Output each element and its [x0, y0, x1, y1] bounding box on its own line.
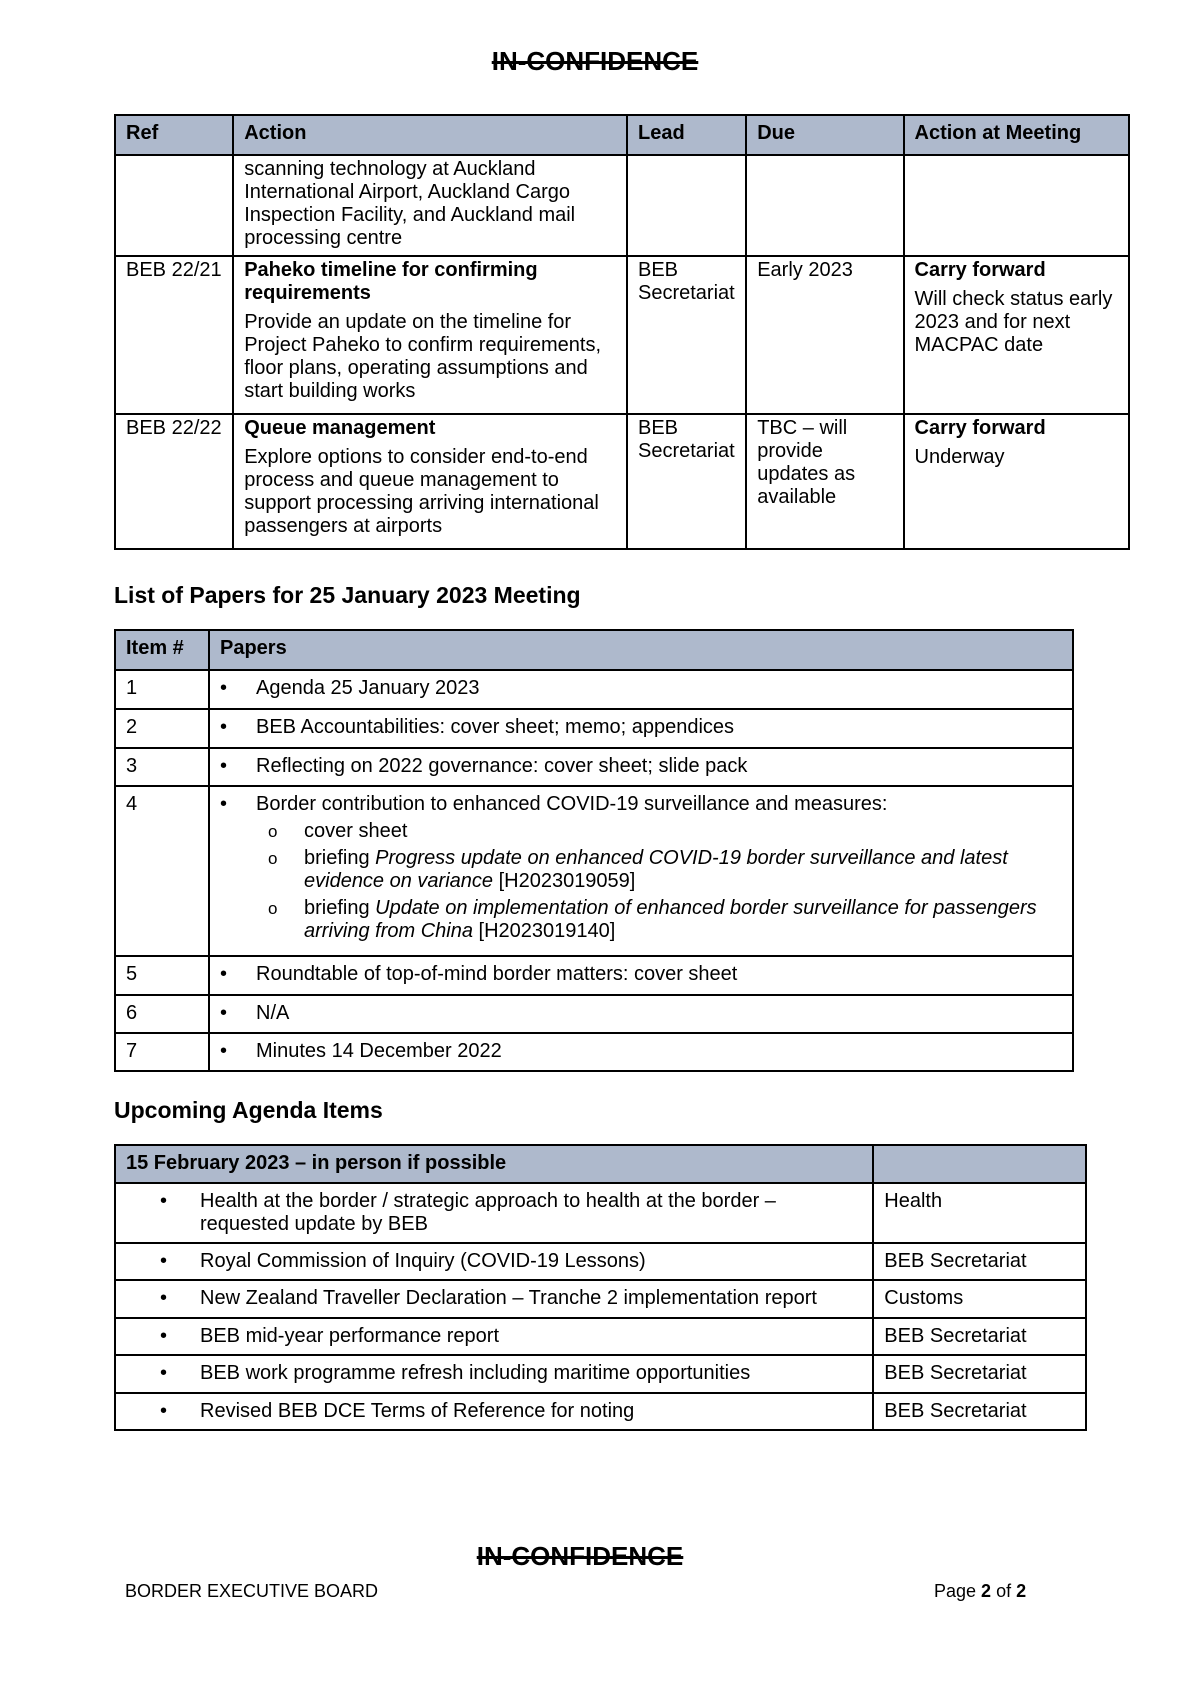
page-total: 2 — [1016, 1581, 1027, 1601]
paper-cell — [209, 786, 1073, 956]
status-note: Will check status early 2023 and for next MACPAC date — [914, 288, 1113, 356]
page-mid: of — [991, 1581, 1017, 1601]
table-row — [115, 956, 1073, 995]
paper-item: • Reflecting on 2022 governance: cover sheet; slide pack — [220, 755, 1062, 778]
item-number: 3 — [115, 748, 209, 786]
page-current: 2 — [981, 1581, 992, 1601]
footer-classification: IN-CONFIDENCE — [476, 1541, 684, 1571]
status-label: Carry forward — [914, 259, 1046, 281]
due-cell — [746, 155, 903, 256]
paper-cell — [209, 748, 1073, 786]
paper-item: • Minutes 14 December 2022 — [220, 1040, 1062, 1063]
header-classification: IN-CONFIDENCE — [491, 46, 699, 76]
action-cell — [233, 414, 627, 549]
agenda-lead: BEB Secretariat — [873, 1393, 1086, 1430]
paper-cell — [209, 956, 1073, 995]
agenda-item: • Revised BEB DCE Terms of Reference for noting — [115, 1393, 873, 1430]
paper-subitem — [220, 820, 1062, 843]
status-cell — [904, 414, 1129, 549]
agenda-lead: BEB Secretariat — [873, 1243, 1086, 1280]
ref-cell: BEB 22/22 — [115, 414, 233, 549]
table-row — [115, 1393, 1086, 1430]
col-due-header: Due — [746, 115, 903, 155]
action-title: Queue management — [244, 417, 436, 439]
item-number: 1 — [115, 670, 209, 709]
paper-item: • Border contribution to enhanced COVID-19 surveillance and measures: — [220, 793, 1062, 816]
table-row — [115, 1033, 1073, 1071]
action-cell — [233, 155, 627, 256]
col-status-header: Action at Meeting — [904, 115, 1129, 155]
table-row — [115, 995, 1073, 1033]
item-number: 4 — [115, 786, 209, 956]
agenda-item: • BEB work programme refresh including maritime opportunities — [115, 1355, 873, 1393]
action-cell — [233, 256, 627, 414]
lead-cell: BEB Secretariat — [627, 414, 746, 549]
meeting-date-header: 15 February 2023 – in person if possible — [115, 1145, 873, 1183]
page-number — [934, 1581, 1026, 1602]
action-title: Paheko timeline for confirming requirements — [244, 259, 538, 304]
lead-cell — [627, 155, 746, 256]
action-text: Explore options to consider end-to-end process and queue management to support processing arriving international passengers at airports — [244, 446, 599, 537]
paper-subitem — [220, 847, 1062, 893]
agenda-item: • New Zealand Traveller Declaration – Tranche 2 implementation report — [115, 1280, 873, 1318]
action-text: scanning technology at Auckland International Airport, Auckland Cargo Inspection Facility, and Auckland mail processing centre — [244, 158, 576, 249]
table-row — [115, 1280, 1086, 1318]
item-number: 2 — [115, 709, 209, 748]
papers-heading: List of Papers for 25 January 2023 Meeting — [114, 582, 581, 608]
subitem-text: cover sheet — [304, 820, 408, 842]
agenda-item: • Royal Commission of Inquiry (COVID-19 Lessons) — [115, 1243, 873, 1280]
agenda-lead: Health — [873, 1183, 1086, 1243]
paper-item: • Roundtable of top-of-mind border matters: cover sheet — [220, 963, 1062, 986]
col-papers-header: Papers — [209, 630, 1073, 670]
upcoming-table — [114, 1144, 1087, 1431]
paper-cell — [209, 709, 1073, 748]
status-cell — [904, 256, 1129, 414]
ref-cell — [115, 155, 233, 256]
ref-cell: BEB 22/21 — [115, 256, 233, 414]
subitem-title: Progress update on enhanced COVID-19 border surveillance and latest evidence on variance — [304, 847, 1008, 892]
agenda-lead: BEB Secretariat — [873, 1318, 1086, 1355]
subitem-ref: [H2023019140] — [472, 920, 616, 942]
paper-cell — [209, 1033, 1073, 1071]
lead-cell: BEB Secretariat — [627, 256, 746, 414]
upcoming-heading: Upcoming Agenda Items — [114, 1097, 383, 1123]
table-row — [115, 709, 1073, 748]
paper-item: • Agenda 25 January 2023 — [220, 677, 1062, 700]
upcoming-header-row — [115, 1145, 1086, 1183]
subitem-prefix: briefing — [304, 897, 376, 919]
agenda-item: • Health at the border / strategic approach to health at the border – requested update by BEB — [115, 1183, 873, 1243]
status-cell — [904, 155, 1129, 256]
papers-header-row — [115, 630, 1073, 670]
col-ref-header: Ref — [115, 115, 233, 155]
table-row — [115, 670, 1073, 709]
table-row — [115, 155, 1129, 256]
subitem-ref: [H2023019059] — [493, 870, 636, 892]
item-number: 7 — [115, 1033, 209, 1071]
page-prefix: Page — [934, 1581, 982, 1601]
table-row — [115, 748, 1073, 786]
table-row — [115, 1243, 1086, 1280]
item-number: 5 — [115, 956, 209, 995]
status-label: Carry forward — [914, 417, 1046, 439]
paper-cell — [209, 670, 1073, 709]
subitem-prefix: briefing — [304, 847, 376, 869]
due-cell: TBC – will provide updates as available — [746, 414, 903, 549]
col-item-header: Item # — [115, 630, 209, 670]
table-row — [115, 414, 1129, 549]
paper-item: • BEB Accountabilities: cover sheet; memo; appendices — [220, 716, 1062, 739]
paper-cell — [209, 995, 1073, 1033]
papers-table — [114, 629, 1074, 1072]
lead-header — [873, 1145, 1086, 1183]
table-row — [115, 1318, 1086, 1355]
actions-header-row — [115, 115, 1129, 155]
col-action-header: Action — [233, 115, 627, 155]
item-number: 6 — [115, 995, 209, 1033]
table-row — [115, 256, 1129, 414]
table-row — [115, 786, 1073, 956]
paper-item: • N/A — [220, 1002, 1062, 1025]
due-cell: Early 2023 — [746, 256, 903, 414]
actions-table — [114, 114, 1130, 550]
action-text: Provide an update on the timeline for Project Paheko to confirm requirements, floor plans, operating assumptions and start building works — [244, 311, 602, 402]
subitem-title: Update on implementation of enhanced border surveillance for passengers arriving from China — [304, 897, 1037, 942]
table-row — [115, 1183, 1086, 1243]
agenda-item: • BEB mid-year performance report — [115, 1318, 873, 1355]
status-note: Underway — [914, 446, 1005, 468]
agenda-lead: Customs — [873, 1280, 1086, 1318]
table-row — [115, 1355, 1086, 1393]
paper-subitem — [220, 897, 1062, 943]
col-lead-header: Lead — [627, 115, 746, 155]
agenda-lead: BEB Secretariat — [873, 1355, 1086, 1393]
footer-org: BORDER EXECUTIVE BOARD — [125, 1581, 379, 1601]
